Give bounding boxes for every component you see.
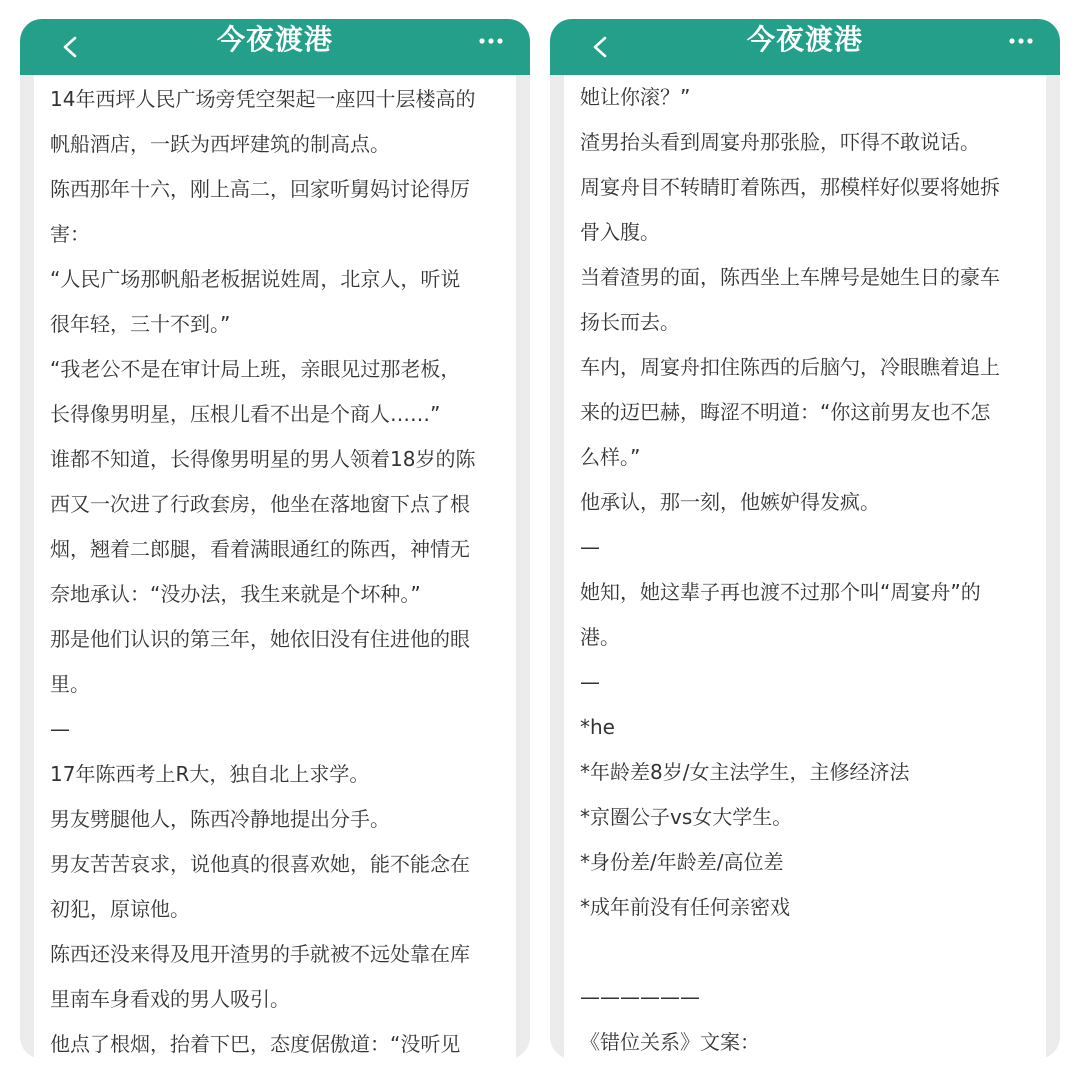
- paragraph: “人民广场那帆船老板据说姓周，北京人，听说 很年轻，三十不到。”: [50, 267, 461, 336]
- paragraph: 她知，她这辈子再也渡不过那个叫“周宴舟”的 港。: [580, 580, 981, 649]
- section-divider: —: [580, 535, 600, 559]
- tag-line: *he: [580, 715, 615, 739]
- section-divider: —: [580, 670, 600, 694]
- section-divider: ——————: [580, 985, 700, 1009]
- paragraph: 《错位关系》文案：: [580, 1030, 760, 1054]
- page-title: 今夜渡港: [216, 23, 333, 56]
- paragraph: 17年陈西考上R大，独自北上求学。: [50, 762, 370, 786]
- left-header-bar: [20, 19, 530, 75]
- right-text-body: [580, 75, 1038, 1059]
- blank-line: [580, 930, 1038, 975]
- paragraph: 渣男抬头看到周宴舟那张脸，吓得不敢说话。: [580, 130, 980, 154]
- paragraph: 他点了根烟，抬着下巴，态度倨傲道：“没听见: [50, 1032, 461, 1056]
- tag-line: *年龄差8岁/女主法学生，主修经济法: [580, 760, 910, 784]
- page-title: 今夜渡港: [746, 23, 863, 56]
- paragraph: 陈西那年十六，刚上高二，回家听舅妈讨论得厉 害：: [50, 177, 470, 246]
- paragraph: 14年西坪人民广场旁凭空架起一座四十层楼高的 帆船酒店，一跃为西坪建筑的制高点。: [50, 87, 476, 156]
- paragraph: 那是他们认识的第三年，她依旧没有住进他的眼 里。: [50, 627, 470, 696]
- more-dots-icon[interactable]: [478, 36, 504, 46]
- left-reader-panel: [20, 19, 530, 1059]
- section-divider: —: [50, 717, 70, 741]
- paragraph: 谁都不知道，长得像男明星的男人领着18岁的陈 西又一次进了行政套房，他坐在落地窗下点了根 烟，翘着二郎腿，看着满眼通红的陈西，神情无 奈地承认：“没办法，我生来就是个坏种。”: [50, 447, 476, 606]
- right-content-area[interactable]: [564, 75, 1046, 1059]
- paragraph: 他承认，那一刻，他嫉妒得发疯。: [580, 490, 880, 514]
- paragraph: 男友劈腿他人，陈西冷静地提出分手。: [50, 807, 390, 831]
- tag-line: *身份差/年龄差/高位差: [580, 850, 784, 874]
- paragraph: 周宴舟目不转睛盯着陈西，那模样好似要将她拆 骨入腹。: [580, 175, 1000, 244]
- tag-line: *成年前没有任何亲密戏: [580, 895, 790, 919]
- more-dots-icon[interactable]: [1008, 36, 1034, 46]
- paragraph: 男友苦苦哀求，说他真的很喜欢她，能不能念在 初犯，原谅他。: [50, 852, 470, 921]
- paragraph: 她让你滚？”: [580, 85, 691, 109]
- left-text-body: [50, 77, 508, 1059]
- paragraph: 陈西还没来得及甩开渣男的手就被不远处靠在库 里南车身看戏的男人吸引。: [50, 942, 470, 1011]
- paragraph: 车内，周宴舟扣住陈西的后脑勺，冷眼瞧着追上 来的迈巴赫，晦涩不明道：“你这前男友也不怎 么样。”: [580, 355, 1000, 469]
- left-content-area[interactable]: [34, 75, 516, 1059]
- paragraph: “我老公不是在审计局上班，亲眼见过那老板， 长得像男明星，压根儿看不出是个商人……”: [50, 357, 461, 426]
- tag-line: *京圈公子vs女大学生。: [580, 805, 793, 829]
- right-reader-panel: [550, 19, 1060, 1059]
- paragraph: 当着渣男的面，陈西坐上车牌号是她生日的豪车 扬长而去。: [580, 265, 1000, 334]
- right-header-bar: [550, 19, 1060, 75]
